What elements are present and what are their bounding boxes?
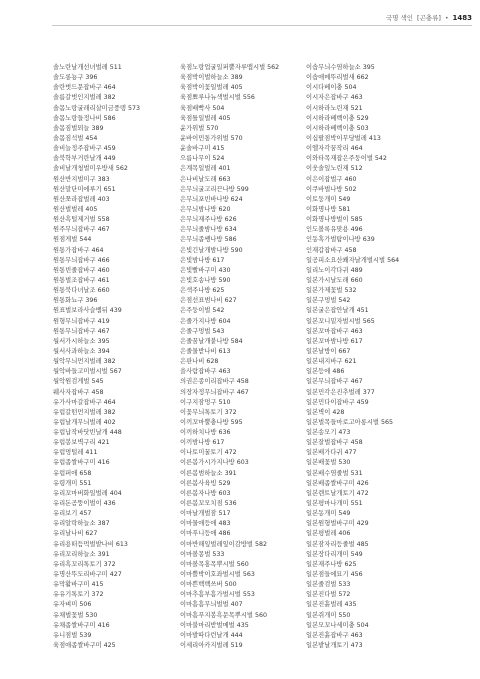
index-entry: 솔란벗드문잡바구 464 — [53, 84, 116, 92]
index-entry: 일본렌트날개토기 472 — [306, 489, 369, 497]
header-title: 국명 색인 — [385, 14, 414, 22]
index-entry: 원통무늬잡바구 467 — [53, 327, 110, 335]
index-entry: 의권은종이리잡바구 458 — [180, 378, 249, 386]
index-entry: 솔몸짐석벌 454 — [53, 134, 98, 142]
index-entry: 이솝무늬수염하늘소 395 — [306, 64, 375, 71]
index-entry: 이마추흠부흠가벌시벌 553 — [180, 591, 255, 599]
index-entry: 유리용떠듬먹벌밭나비 613 — [53, 540, 128, 548]
index-entry: 은나비날도래 663 — [180, 175, 231, 183]
running-header — [386, 0, 472, 22]
index-entry: 일본배좁쌀바구미 426 — [306, 479, 369, 487]
index-entry: 은무늬좁쌩나방 586 — [180, 236, 237, 244]
index-entry: 월서사과하늘소 394 — [53, 347, 110, 355]
index-entry: 은줄구멍벌 543 — [180, 327, 225, 335]
index-entry: 유가사마갈잡바구 464 — [53, 398, 116, 406]
index-entry: 일리노이각다귀 489 — [306, 266, 363, 274]
index-entry: 일본벌목들마로고아롱시벌 565 — [306, 418, 394, 426]
index-entry: 원통가잡바구 464 — [53, 246, 104, 254]
index-entry: 일본배꽃벌 530 — [306, 459, 351, 467]
index-entry: 이십팔점박이무당벌레 413 — [306, 134, 381, 142]
index-entry: 일본민각은진추벌레 377 — [306, 388, 375, 396]
index-entry: 유럽봉보벽구리 421 — [53, 439, 110, 447]
index-entry: 일본줄검벌 533 — [306, 581, 351, 589]
index-entry: 유럽좁쌀바구미 416 — [53, 459, 110, 467]
index-entry: 원통북다녀날조 660 — [53, 287, 110, 295]
index-entry: 이끼꼬마뿔충나방 595 — [180, 418, 243, 426]
index-entry: 일본원형벌바구미 429 — [306, 520, 369, 528]
index-entry: 이나토미꿀토기 472 — [180, 449, 237, 457]
index-entry: 이마볼목홍목뿌시벌 560 — [180, 560, 249, 568]
index-entry: 솔몸노랑굴래리살미금풍뎅 573 — [53, 104, 141, 112]
index-entry: 은계목일벌레 401 — [180, 165, 231, 173]
index-entry: 육점틀일벌레 405 — [180, 114, 231, 122]
index-entry: 원산반지벌미구 383 — [53, 175, 110, 183]
index-entry: 이끼하치나방 636 — [180, 429, 231, 437]
index-entry: 이끼밤나방 617 — [180, 439, 225, 447]
index-entry: 유채좁쌀바구미 416 — [53, 621, 110, 629]
index-entry: 일본구멍벌 542 — [306, 297, 351, 305]
index-entry: 유리알락하늘소 387 — [53, 520, 110, 528]
index-entry: 일본내지바구 621 — [306, 358, 357, 366]
index-entry: 유리날나비 627 — [53, 530, 98, 538]
index-entry: 은무늬줄밤나방 634 — [180, 226, 237, 234]
index-entry: 은무늬포빈바나방 624 — [180, 195, 243, 203]
index-entry: 유령개미 551 — [53, 479, 92, 487]
index-entry: 은줄꿈날개붙나방 584 — [180, 337, 243, 345]
header-separator: • — [444, 15, 449, 22]
index-entry: 이솝애메뚜리벌새 662 — [306, 74, 369, 82]
index-entry: 일본진흙잡바구 463 — [306, 631, 363, 639]
index-entry: 이마흠푸지봉흑문목뿌시벌 560 — [180, 611, 268, 619]
index-entry: 월악바들고미벌시벌 567 — [53, 368, 122, 376]
index-entry: 육점박이벌하늘소 389 — [180, 74, 243, 82]
index-column-3 — [306, 63, 434, 651]
index-entry: 이시자은잡바구 463 — [306, 94, 363, 102]
index-entry: 육점애좁쌀바구미 425 — [53, 642, 116, 650]
index-entry: 이마푸니등애 486 — [180, 530, 231, 538]
header-rule — [52, 25, 472, 26]
index-entry: 은빛긴날개밤나방 590 — [180, 246, 243, 254]
index-entry: 육점배빡사 504 — [180, 104, 225, 112]
index-entry: 일본굴은잡안날개 451 — [306, 307, 369, 315]
index-entry: 이른봄가시가지나방 603 — [180, 459, 249, 467]
index-entry: 일본모꼬나세미충 504 — [306, 621, 369, 629]
index-entry: 이은이잡벌구 460 — [306, 175, 357, 183]
index-entry: 유유기톡토기 372 — [53, 591, 104, 599]
index-entry: 유채벌꽃벌 530 — [53, 611, 98, 619]
index-column-1 — [53, 63, 181, 651]
index-entry: 유럽날개무늬벌레 402 — [53, 418, 116, 426]
index-entry: 원표벌보라사슬뱀뒤 439 — [53, 307, 122, 315]
index-entry: 윤솔바구미 415 — [180, 145, 225, 153]
index-entry: 은무늬굴고리끈나방 599 — [180, 185, 249, 193]
index-entry: 일본꼬마밤나방 617 — [306, 337, 363, 345]
index-entry: 을사람잡바구 463 — [180, 368, 231, 376]
index-entry: 일본평벌레 406 — [306, 530, 351, 538]
index-entry: 이와타목재잡은주둥이벌 542 — [306, 155, 387, 163]
index-entry: 은색주나방 625 — [180, 287, 225, 295]
index-entry: 일본등에 486 — [306, 368, 345, 376]
index-entry: 이구지잠멍구 510 — [180, 398, 231, 406]
index-entry: 이시하라베벡이충 529 — [306, 114, 369, 122]
index-entry: 이마쁠박이호좌벌시벌 563 — [180, 571, 255, 579]
index-entry: 이쿠바벌나방 502 — [306, 185, 357, 193]
index-entry: 일본꼬마잡바구 463 — [306, 327, 363, 335]
index-entry: 일본진흙벌레 435 — [306, 601, 357, 609]
index-entry: 월악원검게벌 545 — [53, 378, 104, 386]
index-entry: 솔몸노랑들정나비 586 — [53, 114, 116, 122]
index-entry: 월악무늬먼지벌레 382 — [53, 358, 116, 366]
index-entry: 일본민다이잡바구 459 — [306, 398, 369, 406]
index-entry: 원산쪼라잡벌레 403 — [53, 195, 110, 203]
index-entry: 웨사자잡바구 458 — [53, 388, 104, 396]
index-entry: 유럽퍼애 658 — [53, 469, 92, 477]
index-entry: 이화명나방 581 — [306, 205, 351, 213]
index-entry: 이마쁜백백쓰버 500 — [180, 581, 237, 589]
index-entry: 솔몸짐벌뫼늘 389 — [53, 124, 104, 132]
index-entry: 일본장다리개미 549 — [306, 550, 363, 558]
index-entry: 유자벼미 506 — [53, 601, 92, 609]
index-entry: 유리돈곰뚱이벌이 436 — [53, 500, 116, 508]
index-entry: 이시하라노린재 521 — [306, 104, 363, 112]
index-entry: 일본배가다귀 477 — [306, 449, 357, 457]
index-entry: 이른봄꼬모치점 536 — [180, 500, 237, 508]
index-entry: 원통화뇨구 396 — [53, 297, 98, 305]
index-entry: 은무늬밤나방 620 — [180, 205, 231, 213]
index-entry: 일본배수염줄벌 531 — [306, 469, 363, 477]
index-entry: 으름나무이 524 — [180, 155, 225, 163]
index-entry: 솔북학부거란날개 449 — [53, 155, 116, 163]
index-entry: 의장자정무늬잡바구 467 — [180, 388, 249, 396]
index-column-2 — [180, 63, 308, 651]
index-entry: 은빛호송나방 590 — [180, 276, 231, 284]
index-entry: 육점뾰루나뉴색벌시벌 556 — [180, 94, 255, 102]
index-entry: 인재갑잡바구 458 — [306, 246, 357, 254]
index-entry: 일본밭날개토기 473 — [306, 642, 363, 650]
index-entry: 이른봄사육빙 529 — [180, 479, 231, 487]
index-entry: 이꽃무늬톡토기 372 — [180, 408, 237, 416]
index-entry: 유럽납작바닷빈날개 448 — [53, 429, 122, 437]
index-entry: 일본송모기 473 — [306, 429, 351, 437]
index-entry: 은무늬재주나방 626 — [180, 216, 237, 224]
index-entry: 솔도롱뇽구 396 — [53, 74, 98, 82]
index-entry: 일본날방이 667 — [306, 347, 351, 355]
index-entry: 원통빈줄잡바구 460 — [53, 266, 110, 274]
index-entry: 일본재주나방 625 — [306, 560, 357, 568]
index-entry: 육점노랑업굴일퍼뿔자루맵시벌 562 — [180, 64, 280, 71]
index-entry: 이시하라베벡이충 503 — [306, 124, 369, 132]
header-section: [곤충류] — [417, 14, 441, 22]
index-entry: 이마반해잎벌레잎이감방벌 582 — [180, 540, 268, 548]
index-entry: 이른봄자나방 603 — [180, 489, 231, 497]
index-entry: 유리꼬마버화일벌레 404 — [53, 489, 122, 497]
index-entry: 원점게벌 544 — [53, 236, 92, 244]
index-entry: 은줄물받나비 613 — [180, 347, 231, 355]
index-entry: 유니점벌 539 — [53, 631, 92, 639]
index-entry: 육점박이꽃일벌레 405 — [180, 84, 243, 92]
index-entry: 원산말단미에루기 651 — [53, 185, 116, 193]
index-entry: 솔비늘정주잡바구 459 — [53, 145, 116, 153]
index-entry: 이웃솔잎노린재 512 — [306, 165, 363, 173]
index-entry: 은빛밤나방 617 — [180, 256, 225, 264]
index-entry: 원주무늬잡바구 467 — [53, 226, 110, 234]
index-entry: 이마물애등애 483 — [180, 520, 231, 528]
index-entry: 이토둥개미 549 — [306, 195, 351, 203]
index-entry: 이세리아카지벌레 519 — [180, 642, 243, 650]
index-entry: 이화명나방벌이 585 — [306, 216, 363, 224]
index-entry: 이마불마리받벌메벌 435 — [180, 621, 249, 629]
index-entry: 일본점들에묘기 456 — [306, 571, 363, 579]
index-entry: 일본가시날도래 660 — [306, 276, 363, 284]
index-entry: 일본쥐개미 550 — [306, 611, 351, 619]
index-entry: 솔비날개청벌미우방새 562 — [53, 165, 128, 173]
index-entry: 이른봄범하늘소 391 — [180, 469, 237, 477]
index-entry: 원형무늬잡바구 419 — [53, 317, 110, 325]
index-entry: 유리보기 457 — [53, 510, 92, 518]
page-number: 1483 — [452, 14, 472, 22]
index-entry: 원통벌조잡바구 461 — [53, 276, 110, 284]
index-entry: 은주둥이벌 542 — [180, 307, 225, 315]
index-entry: 일본벽이 428 — [306, 408, 345, 416]
index-entry: 유럽갈떤먼지벌레 382 — [53, 408, 116, 416]
index-entry: 은점선표범나비 627 — [180, 297, 237, 305]
index-entry: 일본잘벌잡바구 458 — [306, 439, 363, 447]
index-entry: 유리흑꼬리톡토기 372 — [53, 560, 116, 568]
index-entry: 원통무늬잡바구 466 — [53, 256, 110, 264]
index-entry: 솔름갈벗인지벌레 382 — [53, 94, 116, 102]
index-entry: 이시다베이충 504 — [306, 84, 357, 92]
index-entry: 일본잠자리등줄벌 485 — [306, 540, 369, 548]
index-entry: 일본무늬잡바구 467 — [306, 378, 363, 386]
index-entry: 유럽멍털레 411 — [53, 449, 98, 457]
index-entry: 원산흑털제거벌 558 — [53, 216, 110, 224]
index-entry: 일공피소요산쐐자날개벌시벌 564 — [306, 256, 400, 264]
index-entry: 일본가제꽃벌 532 — [306, 287, 357, 295]
index-entry: 윤바이민통가위벌 570 — [180, 134, 243, 142]
index-entry: 은빛빨바구미 430 — [180, 266, 231, 274]
index-entry: 은줄가지나방 604 — [180, 317, 231, 325]
index-entry: 원산벌벌레 405 — [53, 205, 98, 213]
index-entry: 솔노란날개선녀벌레 511 — [53, 64, 122, 71]
index-entry: 월서가시하늘소 395 — [53, 337, 110, 345]
index-entry: 은판나비 628 — [180, 358, 219, 366]
index-entry: 인동혹가벌탐이나방 639 — [306, 236, 375, 244]
index-entry: 이마날개벌잠 517 — [180, 510, 231, 518]
index-entry: 윤가위벌 570 — [180, 124, 219, 132]
index-entry: 유막활바구미 415 — [53, 581, 104, 589]
index-entry: 인도볼록유맞용 496 — [306, 226, 363, 234]
index-entry: 이마볼몽벌 533 — [180, 550, 225, 558]
index-entry: 일본평마나개미 551 — [306, 500, 363, 508]
index-entry: 일본꼬니밑자벌시벌 565 — [306, 317, 375, 325]
index-entry: 유리꼬리하늘소 391 — [53, 550, 110, 558]
index-entry: 유명산뚜도리바구미 427 — [53, 571, 122, 579]
index-entry: 일본진다벌 572 — [306, 591, 351, 599]
index-entry: 이엘자각꿈작리 464 — [306, 145, 363, 153]
index-entry: 이마발따다런날개 444 — [180, 631, 243, 639]
index-entry: 이마흠흠무늬벌벌 407 — [180, 601, 243, 609]
index-entry: 일본동개미 549 — [306, 510, 351, 518]
